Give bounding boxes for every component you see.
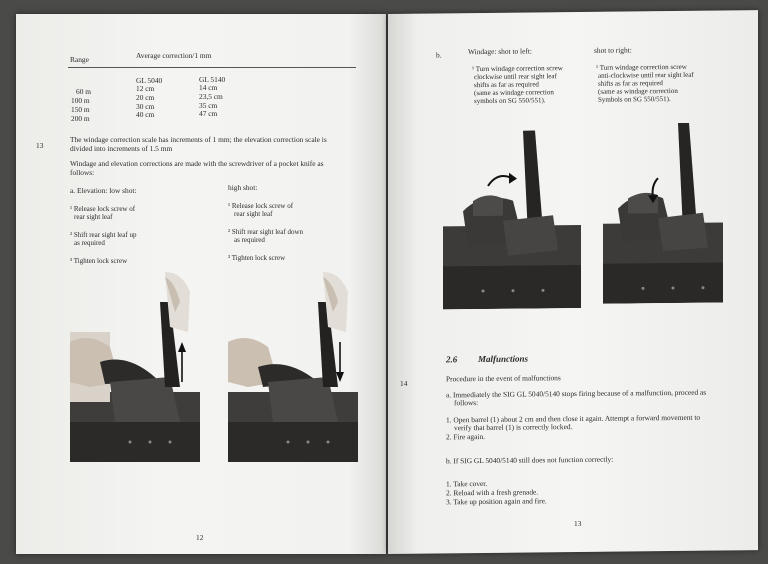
section-number: 14 bbox=[400, 378, 408, 388]
paragraph-line: a. Immediately the SIG GL 5040/5140 stops firing because of a malfunction, proceed as bbox=[446, 387, 707, 400]
step-text: rear sight leaf bbox=[74, 213, 113, 221]
low-shot-heading: a. Elevation: low shot: bbox=[70, 186, 137, 195]
left-page: Range Average correction/1 mm GL 5040 GL 5140 60 m 12 cm 14 cm 100 m 20 cm 23,5 cm 150 m 30 cm 35 cm 200 m 40 cm 47 cm 13 The windage correction scale has increments of 1 mm; the elevation correction scale is divided into increments of 1.5 mm Windage and elevation corrections are made with the screwdriver of a pocket knife as follows: a. Elevation: low shot: high shot: ¹ Release lock screw of rear sight leaf ² Shift rear sight leaf up as required ³ Tighten lock screw ¹ Release lock screw of rear sight leaf ² Shift rear sight leaf down as required ³ Tighten lock screw 12 bbox=[16, 14, 386, 554]
page-number: 13 bbox=[574, 518, 582, 529]
paragraph-line: follows: bbox=[454, 398, 479, 408]
photo-elevation-down bbox=[228, 272, 358, 462]
photo-elevation-up-graphic bbox=[70, 272, 200, 462]
right-page bbox=[388, 10, 758, 554]
step-text: ¹ Turn windage correction screw bbox=[596, 62, 687, 72]
step-text: (same as windage correction bbox=[474, 88, 554, 98]
paragraph-line: divided into increments of 1.5 mm bbox=[70, 144, 173, 153]
step-text: (same as windage correction bbox=[598, 86, 678, 96]
photo-elevation-down-graphic bbox=[228, 272, 358, 462]
high-shot-heading: high shot: bbox=[228, 183, 258, 192]
step-text: anti-clockwise until rear sight leaf bbox=[598, 70, 694, 80]
step-text: rear sight leaf bbox=[234, 210, 273, 218]
page-number: 12 bbox=[196, 533, 204, 542]
step-text: ² Shift rear sight leaf up bbox=[70, 231, 137, 239]
photo-windage-right bbox=[603, 122, 723, 303]
section-heading-title: Malfunctions bbox=[478, 353, 529, 365]
paragraph-line: b. If SIG GL 5040/5140 still does not function correctly: bbox=[446, 454, 614, 466]
photo-windage-left-graphic bbox=[443, 130, 581, 309]
list-item: 3. Take up position again and fire. bbox=[446, 496, 547, 507]
table-col-gl5140: GL 5140 bbox=[199, 75, 226, 84]
photo-elevation-up bbox=[70, 272, 200, 462]
step-text: ¹ Turn windage correction screw bbox=[472, 64, 563, 74]
step-text: ³ Tighten lock screw bbox=[70, 257, 128, 265]
list-item: verify that barrel (1) is correctly locked. bbox=[454, 422, 573, 433]
paragraph-line: Windage and elevation corrections are made with the screwdriver of a pocket knife as bbox=[70, 159, 324, 168]
step-text: Symbols on SG 550/551). bbox=[598, 95, 671, 104]
table-rule bbox=[68, 67, 356, 68]
paragraph-line: Procedure in the event of malfunctions bbox=[446, 373, 561, 384]
section-number: 13 bbox=[36, 141, 44, 150]
table-header-average: Average correction/1 mm bbox=[136, 51, 212, 60]
list-item: 2. Reload with a fresh grenade. bbox=[446, 487, 539, 498]
photo-windage-right-graphic bbox=[603, 122, 723, 303]
photo-windage-left bbox=[443, 130, 581, 309]
step-text: symbols on SG 550/551). bbox=[474, 96, 546, 106]
section-heading-number: 2.6 bbox=[446, 354, 458, 365]
windage-left-heading: Windage: shot to left: bbox=[468, 46, 532, 57]
paragraph-line: follows: bbox=[70, 168, 95, 177]
step-text: clockwise until rear sight leaf bbox=[474, 72, 557, 82]
paragraph-line: The windage correction scale has increments of 1 mm; the elevation correction scale is bbox=[70, 135, 327, 144]
windage-right-heading: shot to right: bbox=[594, 45, 632, 55]
step-text: as required bbox=[74, 239, 105, 247]
label-b: b. bbox=[436, 50, 442, 60]
step-text: ¹ Release lock screw of bbox=[228, 202, 294, 210]
table-header-range: Range bbox=[70, 55, 89, 64]
step-text: ² Shift rear sight leaf down bbox=[228, 228, 303, 236]
step-text: shifts as far as required bbox=[598, 79, 663, 88]
list-item: 2. Fire again. bbox=[446, 431, 485, 442]
step-text: ¹ Release lock screw of bbox=[70, 205, 136, 213]
step-text: shifts as far as required bbox=[474, 80, 539, 90]
step-text: ³ Tighten lock screw bbox=[228, 254, 286, 262]
step-text: as required bbox=[234, 236, 265, 244]
table-col-gl5040: GL 5040 bbox=[136, 76, 163, 85]
list-item: 1. Open barrel (1) about 2 cm and then close it again. Attempt a forward movement to bbox=[446, 412, 701, 425]
list-item: 1. Take cover. bbox=[446, 478, 488, 489]
